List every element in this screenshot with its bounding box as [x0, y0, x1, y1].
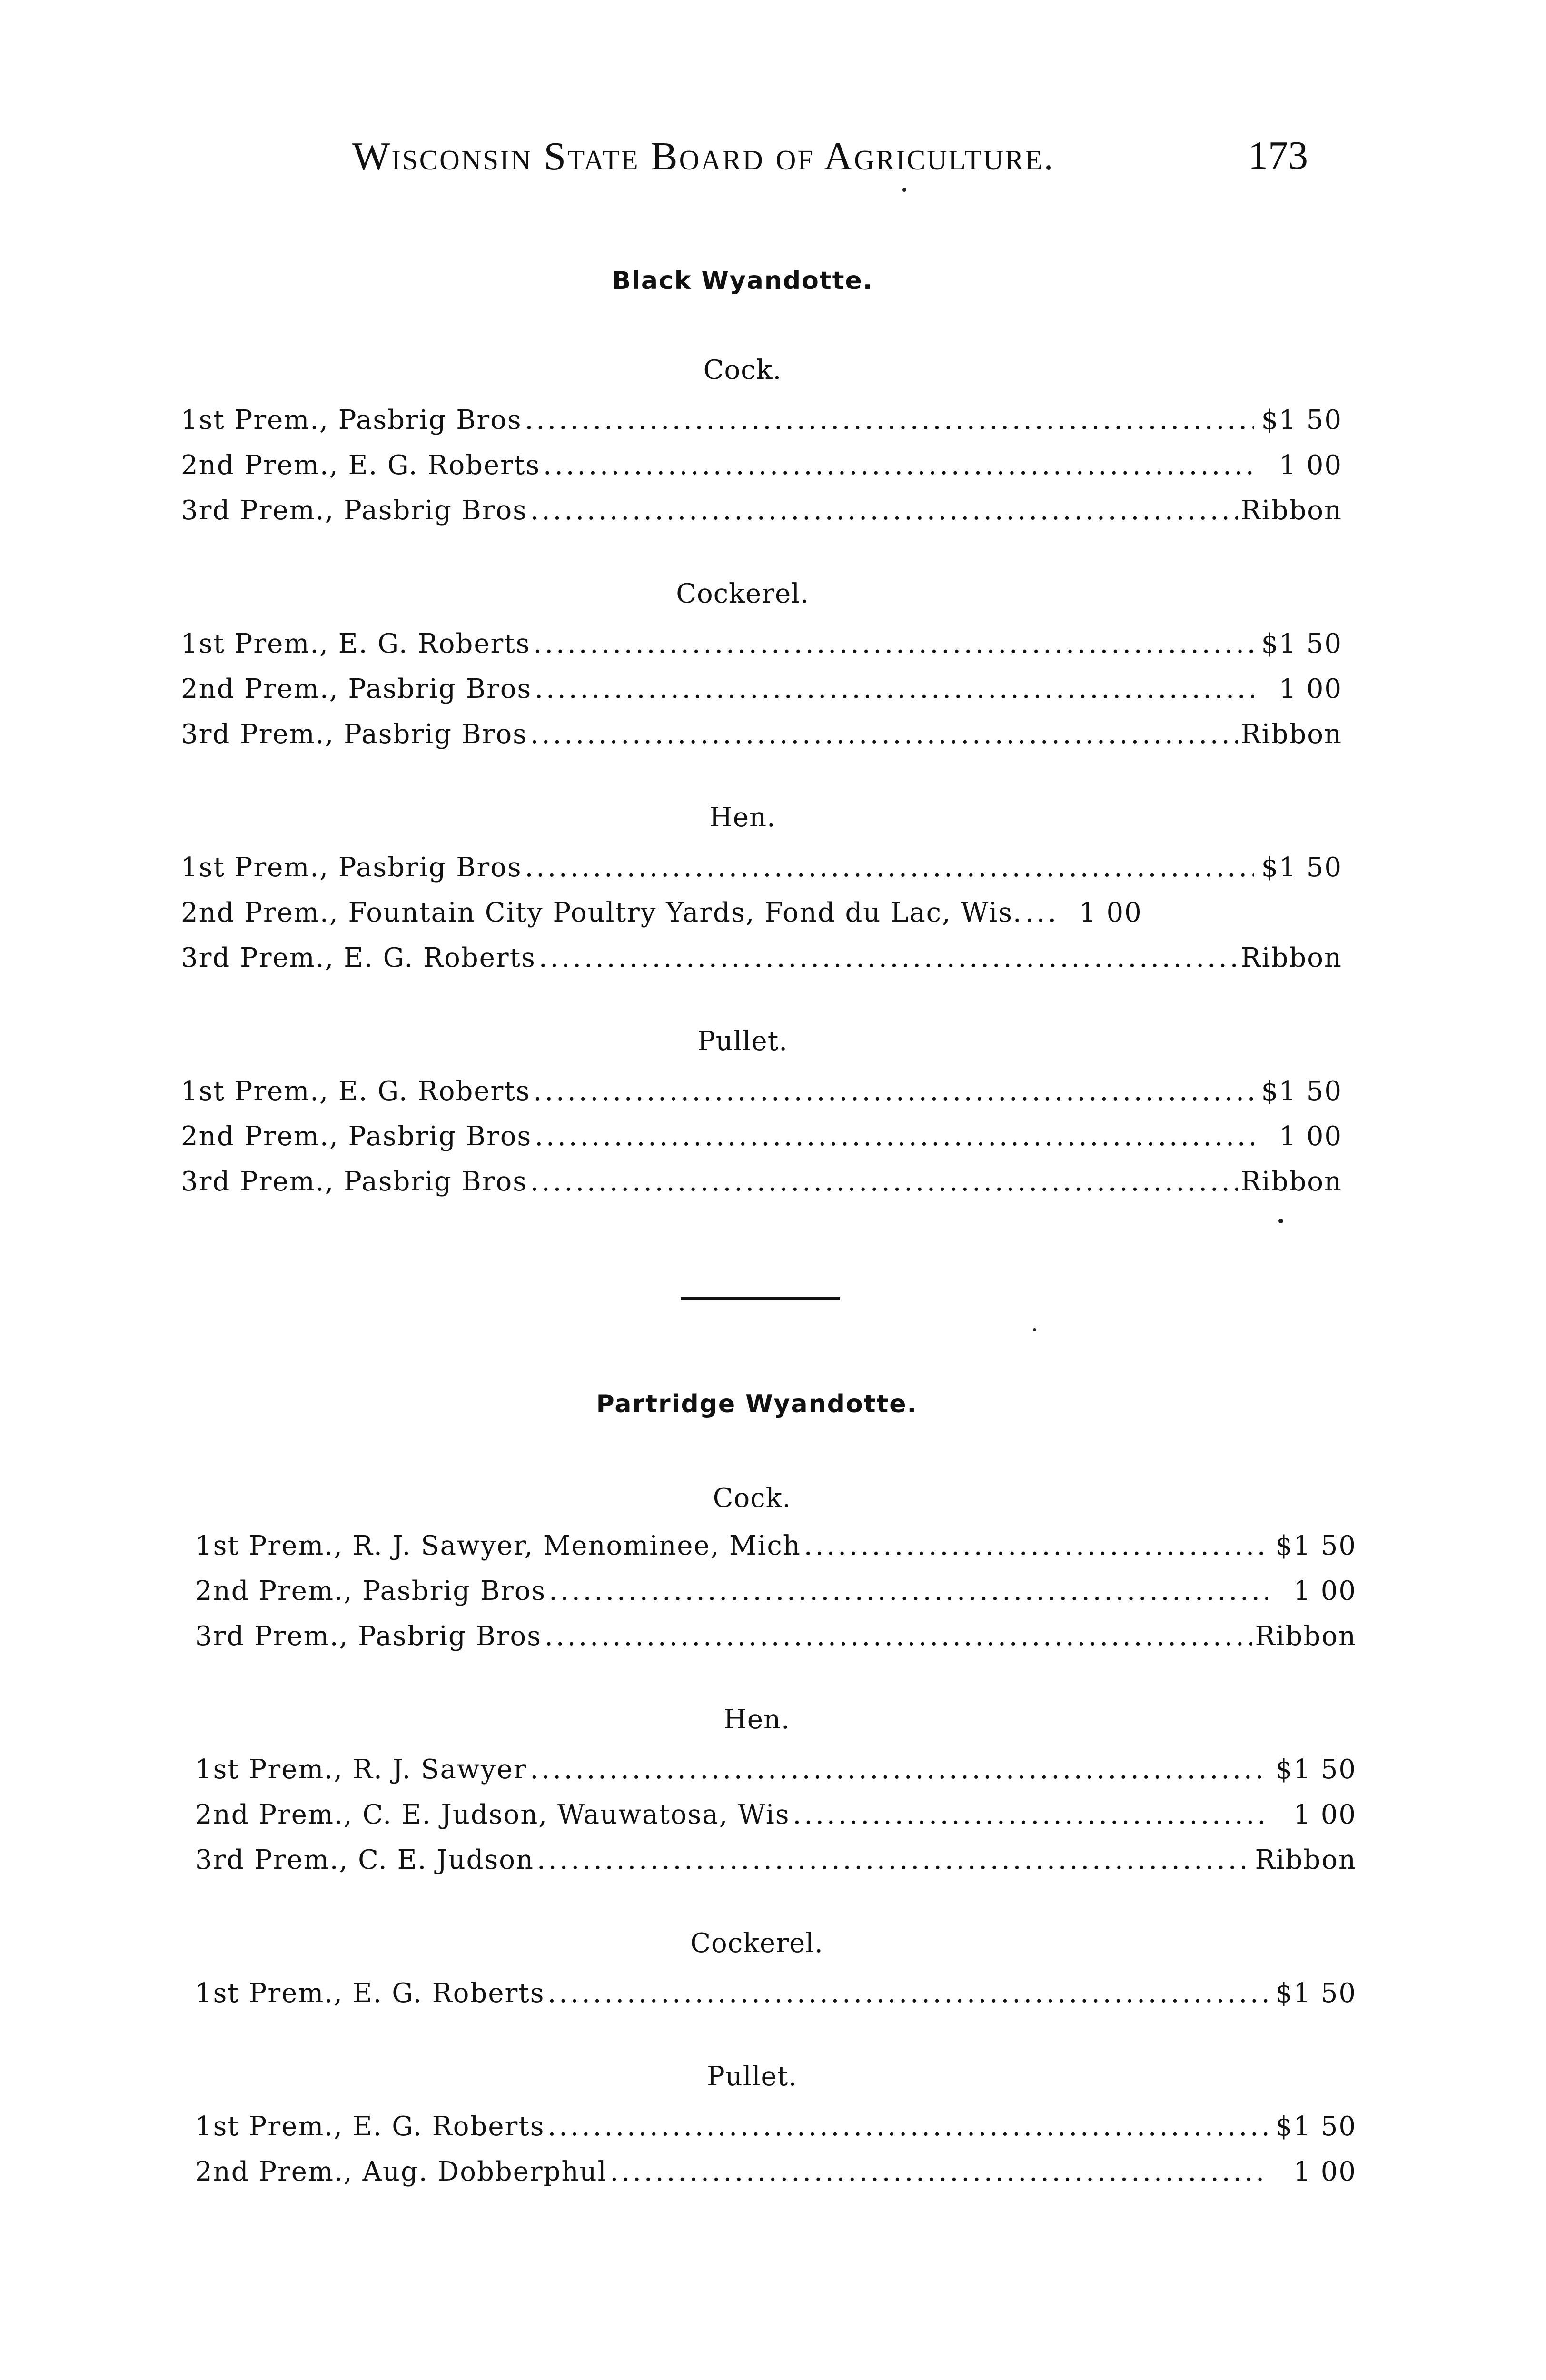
premium-place: 1st Prem., [195, 1978, 343, 2009]
premium-entry [195, 2111, 1357, 2149]
section-divider-rule [681, 1297, 840, 1300]
premium-place: 1st Prem., [181, 405, 329, 436]
print-speck [1033, 1328, 1036, 1331]
premium-entry [195, 1978, 1357, 2016]
premium-entry [181, 897, 1342, 935]
exhibitor-name: E. G. Roberts [352, 1978, 545, 2009]
premium-place: 2nd Prem., [181, 1121, 339, 1152]
class-title: Pullet. [697, 1026, 788, 1057]
dot-leader [539, 942, 1238, 973]
premium-award: 1 00 [1279, 450, 1342, 481]
dot-leader [543, 450, 1254, 481]
premium-place: 2nd Prem., [181, 674, 339, 704]
premium-award: $1 50 [1261, 405, 1342, 436]
premium-award: 1 00 [1279, 674, 1342, 704]
premium-entry [181, 674, 1342, 712]
dot-leader [533, 628, 1254, 659]
premium-place: 1st Prem., [195, 2111, 343, 2142]
premium-award: $1 50 [1275, 1754, 1357, 1785]
premium-award: 1 00 [1293, 1576, 1357, 1606]
premium-entry [195, 1530, 1357, 1568]
premium-award: 1 00 [1279, 1121, 1342, 1152]
premium-entry [195, 1621, 1357, 1659]
premium-entry [181, 1121, 1342, 1159]
class-title: Hen. [709, 802, 776, 833]
premium-award: $1 50 [1261, 1076, 1342, 1107]
premium-entry [181, 628, 1342, 666]
premium-place: 3rd Prem., [181, 942, 335, 973]
premium-place: 2nd Prem., [195, 1799, 353, 1830]
premium-entry [181, 1076, 1342, 1114]
premium-place: 3rd Prem., [195, 1621, 349, 1652]
premium-entry [181, 450, 1342, 488]
premium-award: $1 50 [1261, 628, 1342, 659]
exhibitor-name: R. J. Sawyer [352, 1754, 527, 1785]
premium-place: 1st Prem., [181, 628, 329, 659]
premium-entry [195, 1799, 1357, 1837]
premium-entry [181, 495, 1342, 533]
premium-place: 1st Prem., [195, 1530, 343, 1561]
premium-entry [195, 1576, 1357, 1614]
exhibitor-name: Pasbrig Bros [362, 1576, 546, 1606]
premium-entry [181, 1166, 1342, 1204]
exhibitor-name: C. E. Judson [358, 1844, 534, 1875]
premium-entry [195, 2156, 1357, 2194]
dot-leader [545, 1621, 1252, 1652]
dot-leader [533, 1076, 1254, 1107]
dot-leader [530, 1166, 1238, 1197]
premium-award: 1 00 [1293, 1799, 1357, 1830]
exhibitor-name: Pasbrig Bros [344, 495, 527, 526]
premium-award: $1 50 [1261, 852, 1342, 883]
premium-award: Ribbon [1240, 719, 1342, 750]
premium-entry [195, 1754, 1357, 1792]
premium-award: $1 50 [1275, 1530, 1357, 1561]
page-number: 173 [1248, 133, 1308, 178]
exhibitor-name: R. J. Sawyer, Menominee, Mich [352, 1530, 801, 1561]
premium-award: 1 00 [1293, 2156, 1357, 2187]
premium-place: 2nd Prem., [195, 2156, 353, 2187]
premium-entry [181, 852, 1342, 890]
exhibitor-name: Fountain City Poultry Yards, Fond du Lac, Wis. [348, 897, 1022, 928]
class-title: Pullet. [706, 2061, 797, 2092]
print-speck [1278, 1219, 1283, 1223]
premium-entry [181, 719, 1342, 757]
premium-place: 2nd Prem., [181, 450, 339, 481]
dot-leader [535, 1121, 1254, 1152]
premium-award: Ribbon [1255, 1844, 1357, 1875]
dot-leader [547, 1978, 1268, 2009]
exhibitor-name: E. G. Roberts [352, 2111, 545, 2142]
running-head [352, 133, 1333, 205]
premium-place: 2nd Prem., [181, 897, 339, 928]
dot-leader [535, 674, 1254, 704]
class-title: Cock. [703, 355, 782, 386]
dot-leader [610, 2156, 1268, 2187]
premium-entry [181, 942, 1342, 981]
exhibitor-name: E. G. Roberts [348, 450, 541, 481]
running-title: Wisconsin State Board of Agriculture. [352, 134, 1055, 178]
premium-entry [195, 1844, 1357, 1883]
exhibitor-name: Pasbrig Bros [344, 719, 527, 750]
premium-entry [181, 405, 1342, 443]
premium-place: 1st Prem., [181, 1076, 329, 1107]
exhibitor-name: Pasbrig Bros [358, 1621, 542, 1652]
dot-leader [530, 1754, 1268, 1785]
breed-title: Black Wyandotte. [612, 267, 873, 295]
dot-leader [793, 1799, 1268, 1830]
class-title: Cockerel. [690, 1928, 823, 1959]
dot-leader [537, 1844, 1252, 1875]
dot-leader [547, 2111, 1268, 2142]
premium-place: 2nd Prem., [195, 1576, 353, 1606]
exhibitor-name: Aug. Dobberphul [362, 2156, 607, 2187]
premium-place: 1st Prem., [195, 1754, 343, 1785]
premium-award: $1 50 [1275, 2111, 1357, 2142]
dot-leader [530, 495, 1238, 526]
premium-award: $1 50 [1275, 1978, 1357, 2009]
premium-award: Ribbon [1240, 495, 1342, 526]
premium-place: 3rd Prem., [195, 1844, 349, 1875]
class-title: Hen. [723, 1704, 790, 1735]
exhibitor-name: E. G. Roberts [338, 628, 531, 659]
class-title: Cock. [713, 1483, 792, 1514]
premium-place: 1st Prem., [181, 852, 329, 883]
exhibitor-name: E. G. Roberts [338, 1076, 531, 1107]
exhibitor-name: Pasbrig Bros [348, 674, 532, 704]
exhibitor-name: Pasbrig Bros [348, 1121, 532, 1152]
dot-leader [1025, 897, 1054, 928]
exhibitor-name: C. E. Judson, Wauwatosa, Wis [362, 1799, 790, 1830]
dot-leader [525, 852, 1254, 883]
exhibitor-name: E. G. Roberts [344, 942, 536, 973]
exhibitor-name: Pasbrig Bros [344, 1166, 527, 1197]
print-speck [902, 188, 906, 192]
premium-place: 3rd Prem., [181, 495, 335, 526]
premium-award: 1 00 [1079, 897, 1142, 928]
dot-leader [530, 719, 1238, 750]
premium-award: Ribbon [1240, 942, 1342, 973]
exhibitor-name: Pasbrig Bros [338, 405, 522, 436]
premium-award: Ribbon [1240, 1166, 1342, 1197]
premium-place: 3rd Prem., [181, 719, 335, 750]
class-title: Cockerel. [676, 578, 809, 609]
dot-leader [804, 1530, 1268, 1561]
premium-award: Ribbon [1255, 1621, 1357, 1652]
dot-leader [525, 405, 1254, 436]
premium-place: 3rd Prem., [181, 1166, 335, 1197]
exhibitor-name: Pasbrig Bros [338, 852, 522, 883]
dot-leader [549, 1576, 1268, 1606]
breed-title: Partridge Wyandotte. [596, 1390, 918, 1418]
